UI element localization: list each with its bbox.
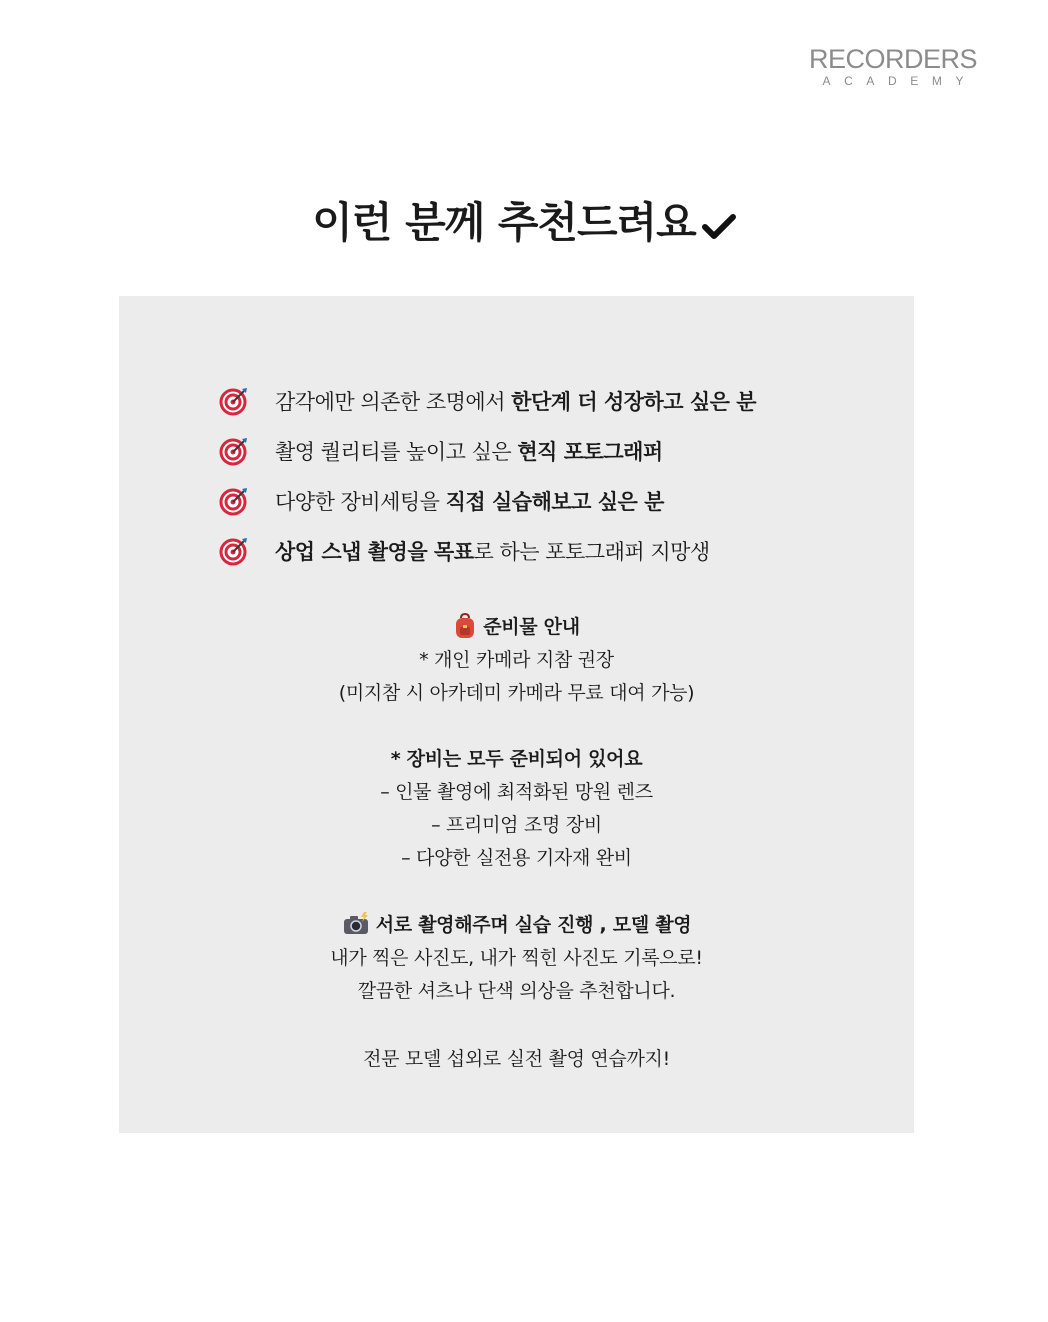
prep-heading [119, 611, 914, 644]
closing-text: 전문 모델 섭외로 실전 촬영 연습까지! [363, 1048, 670, 1070]
page-title [0, 190, 1048, 250]
equipment-item: – 프리미엄 조명 장비 [431, 814, 602, 836]
equipment-item: – 다양한 실전용 기자재 완비 [401, 847, 632, 869]
practice-section [119, 909, 914, 1008]
list-item [219, 526, 756, 576]
target-text-after: 로 하는 포토그래퍼 지망생 [473, 540, 710, 564]
target-text-bold: 직접 실습해보고 싶은 분 [445, 490, 664, 514]
camera-flash-icon [342, 912, 370, 936]
target-dart-icon [219, 436, 249, 466]
backpack-icon [453, 613, 477, 639]
equipment-section [119, 743, 914, 875]
equipment-heading: * 장비는 모두 준비되어 있어요 [390, 748, 643, 770]
target-text-bold: 상업 스냅 촬영을 목표 [275, 540, 474, 564]
target-text-bold: 현직 포토그래퍼 [517, 440, 663, 464]
prep-heading-text: 준비물 안내 [483, 616, 580, 638]
list-item [219, 376, 756, 426]
target-dart-icon [219, 386, 249, 416]
logo-main-text: RECORDERS [808, 44, 978, 74]
practice-line: 깔끔한 셔츠나 단색 의상을 추천합니다. [357, 980, 676, 1002]
prep-line: * 개인 카메라 지참 권장 [419, 649, 614, 671]
checkmark-icon [702, 211, 736, 241]
page-title-text: 이런 분께 추천드려요 [312, 198, 696, 247]
info-panel [119, 296, 914, 1133]
target-dart-icon [219, 536, 249, 566]
target-dart-icon [219, 486, 249, 516]
target-text-plain: 다양한 장비세팅을 [275, 490, 446, 514]
logo-sub-text: ACADEMY [822, 74, 978, 88]
target-audience-list [219, 376, 756, 576]
practice-heading [119, 909, 914, 942]
list-item [219, 476, 756, 526]
practice-line: 내가 찍은 사진도, 내가 찍힌 사진도 기록으로! [330, 947, 703, 969]
prep-section [119, 611, 914, 710]
prep-line: (미지참 시 아카데미 카메라 무료 대여 가능) [338, 682, 695, 704]
practice-heading-text: 서로 촬영해주며 실습 진행 , 모델 촬영 [375, 914, 692, 936]
list-item [219, 426, 756, 476]
closing-section [119, 1043, 914, 1076]
equipment-item: – 인물 촬영에 최적화된 망원 렌즈 [380, 781, 653, 803]
brand-logo [798, 44, 988, 88]
target-text-plain: 촬영 퀄리티를 높이고 싶은 [275, 440, 518, 464]
target-text-plain: 감각에만 의존한 조명에서 [275, 390, 512, 414]
target-text-bold: 한단계 더 성장하고 싶은 분 [511, 390, 757, 414]
